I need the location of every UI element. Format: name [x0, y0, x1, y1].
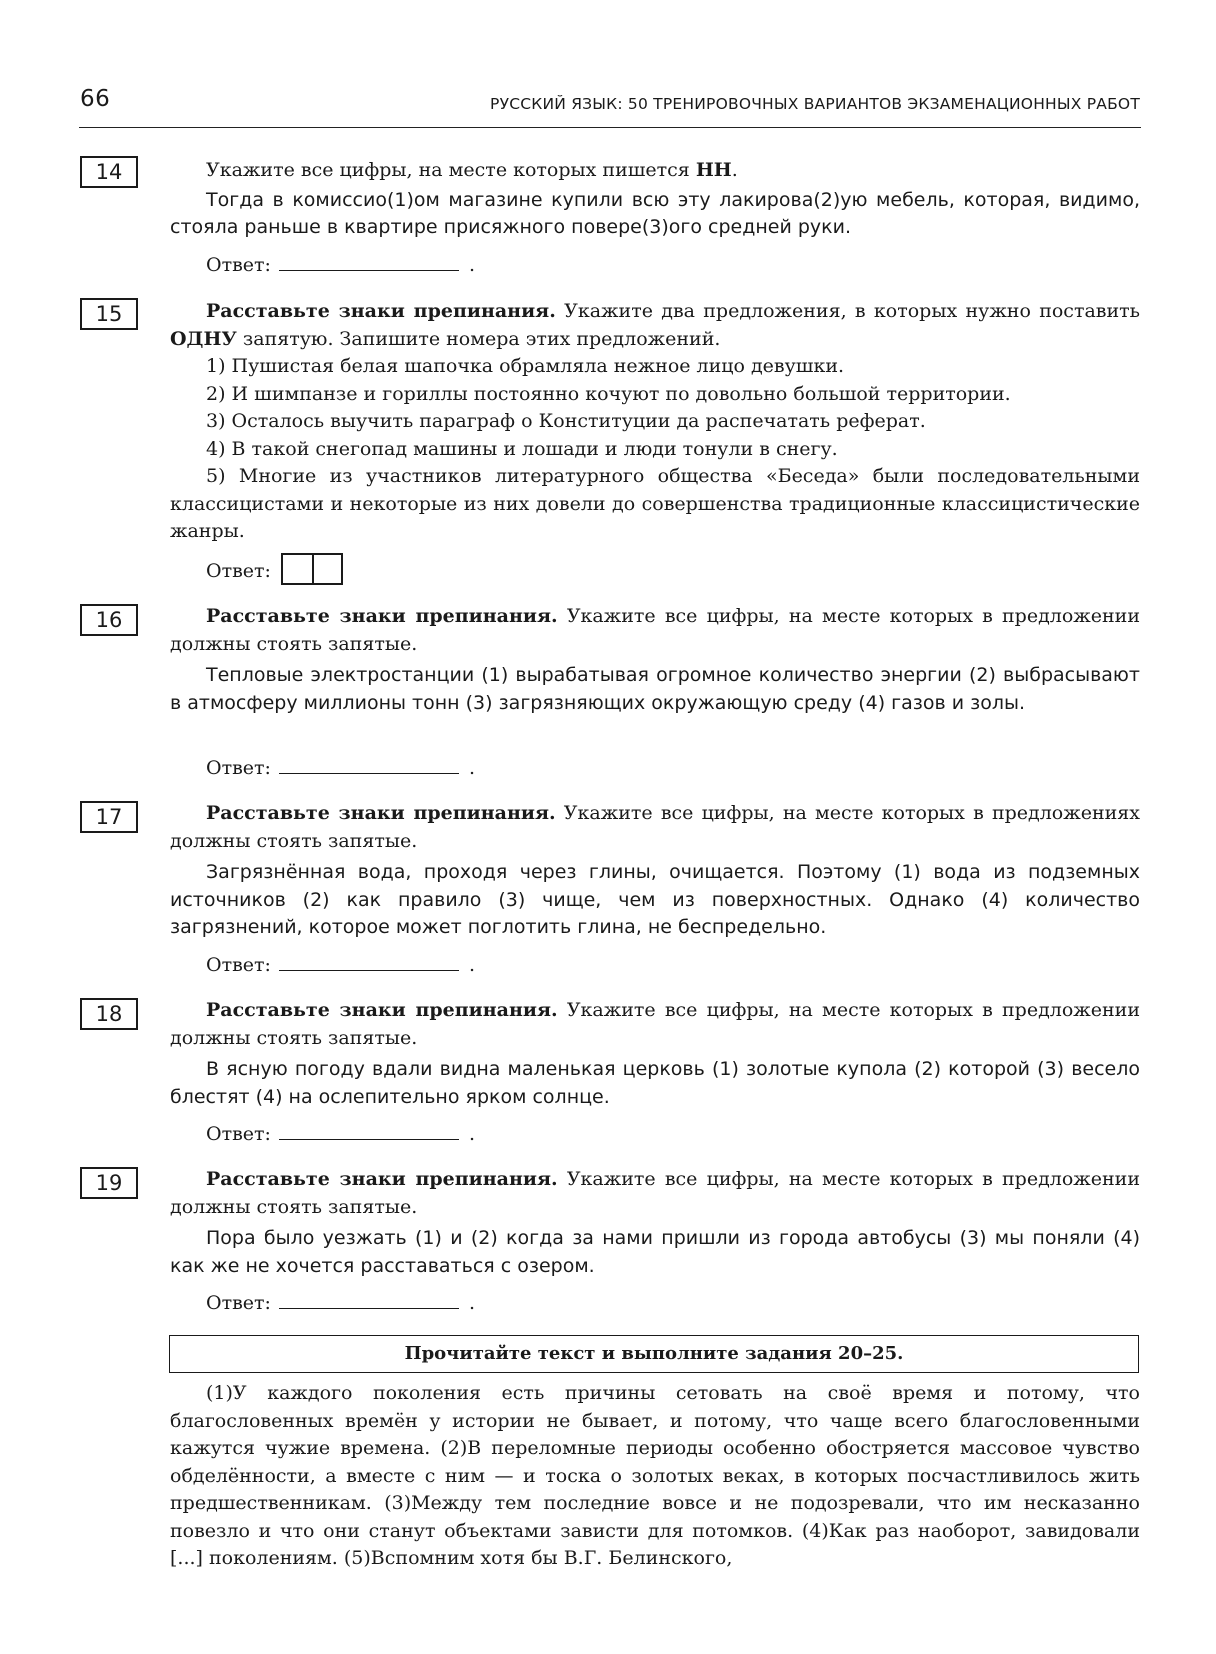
task-number-box: 19	[80, 1167, 138, 1199]
task-instruction: Расставьте знаки препинания. Укажите все цифры, на месте которых в предложении должны стоять запятые.	[170, 1168, 1141, 1218]
answer-label: Ответ:	[206, 954, 271, 976]
task-number-box: 16	[80, 604, 138, 636]
answer-label: Ответ:	[206, 1292, 271, 1314]
task-body	[170, 157, 1140, 242]
task-number-box: 18	[80, 998, 138, 1030]
answer-cells[interactable]	[281, 553, 343, 585]
task-body	[170, 997, 1140, 1111]
list-item: 2) И шимпанзе и гориллы постоянно кочуют по довольно большой территории.	[206, 382, 1011, 405]
answer-label: Ответ:	[206, 757, 271, 779]
answer-field[interactable]	[279, 950, 459, 971]
task-body	[170, 603, 1140, 717]
passage-text: (1)У каждого поколения есть причины сетовать на своё время и потому, что благословенных времён у истории не бывает, и потому, что чаще всего благословенными кажутся чужие времена. (2)В переломные периоды особенно обостряется массовое чувство обделённости, а вместе с ним — и тоска о золотых веках, в которых посчастливилось жить предшественникам. (3)Между тем последние вовсе и не подозревали, что им несказанно повезло и что они станут объектами зависти для потомков. (4)Как раз наоборот, завидовали [...] поколениям. (5)Вспомним хотя бы В.Г. Белинского,	[170, 1382, 1140, 1569]
task-text: Тепловые электростанции (1) вырабатывая огромное количество энергии (2) выбрасывают в атмосферу миллионы тонн (3) загрязняющих окружающую среду (4) газов и золы.	[170, 664, 1140, 714]
task-body	[170, 298, 1140, 546]
list-item: 3) Осталось выучить параграф о Конституции да распечатать реферат.	[206, 410, 926, 432]
running-title: РУССКИЙ ЯЗЫК: 50 ТРЕНИРОВОЧНЫХ ВАРИАНТОВ ЭКЗАМЕНАЦИОННЫХ РАБОТ	[490, 95, 1140, 113]
header-rule	[79, 127, 1141, 128]
task-instruction: Расставьте знаки препинания. Укажите два предложения, в которых нужно поставить ОДНУ запятую. Запишите номера этих предложений.	[170, 300, 1140, 350]
task-text: Тогда в комиссио(1)ом магазине купили всю эту лакирова(2)ую мебель, которая, видимо, стояла раньше в квартире присяжного повере(3)ого средней руки.	[170, 188, 1140, 238]
answer-label: Ответ:	[206, 1123, 271, 1145]
list-item: 5) Многие из участников литературного общества «Беседа» были последовательными классицистами и некоторые из них довели до совершенства традиционные классицистические жанры.	[170, 465, 1140, 542]
task-text: В ясную погоду вдали видна маленькая церковь (1) золотые купола (2) которой (3) весело блестят (4) на ослепительно ярком солнце.	[170, 1058, 1140, 1108]
answer-row: Ответ: .	[206, 250, 475, 278]
reading-instruction-box: Прочитайте текст и выполните задания 20–25.	[169, 1335, 1139, 1373]
task-instruction: Расставьте знаки препинания. Укажите все цифры, на месте которых в предложении должны стоять запятые.	[170, 605, 1141, 655]
task-number-box: 14	[80, 156, 138, 188]
task-text: Загрязнённая вода, проходя через глины, очищается. Поэтому (1) вода из подземных источников (2) как правило (3) чище, чем из поверхностных. Однако (4) количество загрязнений, которое может поглотить глина, не беспредельно.	[170, 861, 1140, 938]
answer-row: Ответ: .	[206, 1288, 475, 1316]
answer-row: Ответ: .	[206, 1119, 475, 1147]
answer-label: Ответ:	[206, 560, 271, 582]
reading-passage	[170, 1380, 1140, 1573]
task-body	[170, 1166, 1140, 1280]
answer-row	[206, 556, 343, 588]
answer-field[interactable]	[279, 753, 459, 774]
answer-field[interactable]	[279, 250, 459, 271]
list-item: 4) В такой снегопад машины и лошади и люди тонули в снегу.	[206, 437, 838, 460]
task-instruction: Укажите все цифры, на месте которых пишется НН.	[206, 159, 738, 181]
task-number-box: 15	[80, 298, 138, 330]
answer-row: Ответ: .	[206, 753, 475, 781]
task-number-box: 17	[80, 801, 138, 833]
task-instruction: Расставьте знаки препинания. Укажите все цифры, на месте которых в предложении должны стоять запятые.	[170, 999, 1141, 1049]
answer-field[interactable]	[279, 1119, 459, 1140]
task-instruction: Расставьте знаки препинания. Укажите все цифры, на месте которых в предложениях должны стоять запятые.	[170, 802, 1140, 852]
answer-field[interactable]	[279, 1288, 459, 1309]
answer-label: Ответ:	[206, 254, 271, 276]
answer-row: Ответ: .	[206, 950, 475, 978]
page-number: 66	[80, 86, 111, 112]
list-item: 1) Пушистая белая шапочка обрамляла нежное лицо девушки.	[206, 355, 845, 377]
task-body	[170, 800, 1140, 942]
task-text: Пора было уезжать (1) и (2) когда за нами пришли из города автобусы (3) мы поняли (4) как же не хочется расставаться с озером.	[170, 1227, 1140, 1277]
